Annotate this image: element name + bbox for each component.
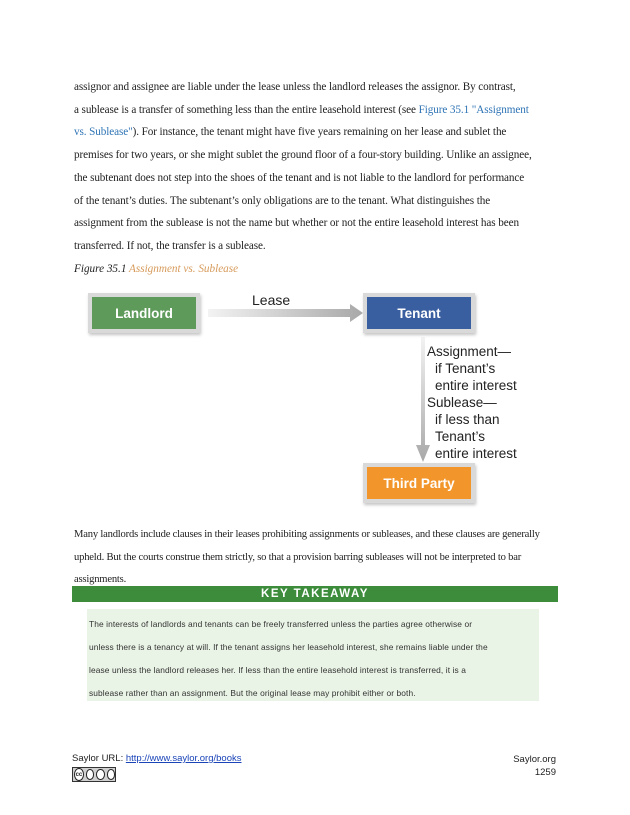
figure-caption: [74, 263, 238, 275]
takeaway-line: sublease rather than an assignment. But the original lease may prohibit either or both.: [89, 688, 416, 698]
text-line: the subtenant does not step into the shoes of the tenant and is not liable to the landlord for performance: [74, 171, 525, 184]
text-line: upheld. But the courts construe them strictly, so that a provision barring subleases will not be interpreted to bar: [74, 551, 522, 563]
takeaway-line: unless there is a tenancy at will. If the tenant assigns her leasehold interest, she remains liable under the: [89, 642, 488, 652]
text-line: transferred. If not, the transfer is a sublease.: [74, 239, 266, 252]
text-line: assignor and assignee are liable under the lease unless the landlord releases the assignor. By contrast,: [74, 81, 516, 93]
text-line: assignments.: [74, 574, 127, 586]
figure-link[interactable]: vs. Sublease": [74, 126, 133, 139]
footer-url-label: Saylor URL:: [72, 753, 126, 764]
landlord-box: Landlord: [92, 297, 196, 329]
text-line: Many landlords include clauses in their leases prohibiting assignments or subleases, and these clauses are generally: [74, 529, 540, 540]
body-paragraph: [74, 76, 554, 258]
lease-label: Lease: [252, 292, 291, 308]
vertical-label: Assignment— if Tenant’s entire interest Sublease— if less than Tenant’s entire interest: [427, 344, 517, 461]
creative-commons-badge-icon: cc: [72, 767, 116, 782]
takeaway-line: The interests of landlords and tenants can be freely transferred unless the parties agree otherwise or: [89, 619, 473, 629]
text-line: premises for two years, or she might sublet the ground floor of a four-story building. Unlike an assignee,: [74, 149, 532, 162]
text-line: of the tenant’s duties. The subtenant’s only obligations are to the tenant. What distinguishes the: [74, 194, 491, 207]
tenant-box: Tenant: [367, 297, 471, 329]
closing-paragraph: [74, 524, 554, 592]
figure-number: Figure 35.1: [74, 263, 127, 275]
text-line: vs. Sublease"). For instance, the tenant might have five years remaining on her lease and sublet the: [74, 126, 507, 139]
figure-title: Assignment vs. Sublease: [129, 263, 239, 275]
footer-page-info: [513, 753, 556, 779]
third-party-box: Third Party: [367, 467, 471, 499]
saylor-books-link[interactable]: http://www.saylor.org/books: [125, 753, 242, 764]
key-takeaway-heading: KEY TAKEAWAY: [72, 586, 558, 602]
assignment-sublease-diagram: [70, 285, 560, 510]
text-line: a sublease is a transfer of something less than the entire leasehold interest (see Figure 35.1 "Assignment: [74, 103, 529, 116]
takeaway-line: lease unless the landlord releases her. If less than the entire leasehold interest is transferred, it is a: [89, 665, 466, 675]
text-line: assignment from the sublease is not the name but whether or not the entire leasehold interest has been: [74, 217, 519, 230]
footer-url: [72, 753, 242, 764]
page-number: 1259: [534, 767, 556, 778]
figure-link[interactable]: Figure 35.1 "Assignment: [418, 103, 529, 116]
footer-site: Saylor.org: [513, 754, 556, 765]
key-takeaway-box: [87, 609, 539, 701]
